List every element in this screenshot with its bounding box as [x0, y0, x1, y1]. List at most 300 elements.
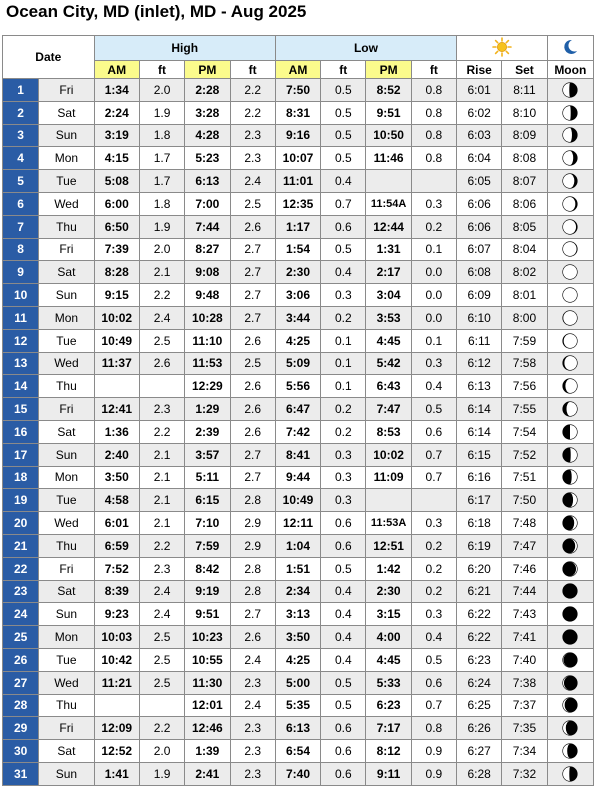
low-pm-height: 0.8: [411, 147, 456, 170]
high-pm-height: 2.2: [230, 101, 275, 124]
high-pm-ft-header: ft: [230, 61, 275, 79]
low-am-height: 0.6: [321, 512, 366, 535]
sunset-time: 8:05: [502, 215, 547, 238]
moon-phase: [547, 306, 593, 329]
high-am-height: 2.4: [139, 580, 184, 603]
low-pm-height: 0.1: [411, 238, 456, 261]
low-am-time: 7:50: [275, 79, 320, 102]
sunrise-time: 6:02: [457, 101, 502, 124]
high-pm-time: 6:15: [185, 489, 230, 512]
moon-header-icon-cell: [547, 36, 593, 61]
weekday: Sat: [39, 740, 94, 763]
low-pm-time: 2:17: [366, 261, 411, 284]
table-row: [3, 580, 594, 603]
weekday: Wed: [39, 192, 94, 215]
date-number: 30: [3, 740, 39, 763]
high-am-height: 2.1: [139, 489, 184, 512]
sunrise-time: 6:11: [457, 329, 502, 352]
low-am-time: 5:56: [275, 375, 320, 398]
low-am-height: 0.6: [321, 534, 366, 557]
high-pm-time: 7:59: [185, 534, 230, 557]
sunset-time: 7:40: [502, 648, 547, 671]
table-row: [3, 215, 594, 238]
sunrise-time: 6:28: [457, 762, 502, 785]
weekday: Fri: [39, 238, 94, 261]
moon-header: Moon: [547, 61, 593, 79]
low-am-time: 8:41: [275, 443, 320, 466]
high-pm-height: 2.4: [230, 170, 275, 193]
low-pm-height: 0.4: [411, 626, 456, 649]
date-number: 24: [3, 603, 39, 626]
table-row: [3, 147, 594, 170]
low-pm-time: 3:04: [366, 284, 411, 307]
table-row: [3, 489, 594, 512]
date-number: 26: [3, 648, 39, 671]
moon-phase-icon: [561, 263, 579, 281]
low-pm-height: 0.3: [411, 603, 456, 626]
low-pm-height: 0.7: [411, 466, 456, 489]
sunrise-time: 6:19: [457, 534, 502, 557]
date-number: 17: [3, 443, 39, 466]
moon-phase-icon: [561, 423, 579, 441]
sunrise-time: 6:22: [457, 626, 502, 649]
sunset-time: 7:51: [502, 466, 547, 489]
high-pm-height: 2.7: [230, 603, 275, 626]
sunset-time: 8:08: [502, 147, 547, 170]
low-pm-height: 0.2: [411, 557, 456, 580]
high-am-time: 11:37: [94, 352, 139, 375]
high-am-height: 1.9: [139, 101, 184, 124]
moon-phase: [547, 466, 593, 489]
weekday: Thu: [39, 375, 94, 398]
low-pm-time: 10:50: [366, 124, 411, 147]
high-am-height: [139, 375, 184, 398]
low-am-height: 0.3: [321, 443, 366, 466]
high-am-time: 1:41: [94, 762, 139, 785]
low-am-time: 3:06: [275, 284, 320, 307]
moon-phase-icon: [561, 560, 579, 578]
high-pm-height: 2.3: [230, 762, 275, 785]
weekday: Thu: [39, 534, 94, 557]
low-pm-ft-header: ft: [411, 61, 456, 79]
low-am-time: 9:44: [275, 466, 320, 489]
sunset-time: 7:35: [502, 717, 547, 740]
sunrise-time: 6:24: [457, 671, 502, 694]
high-am-time: 2:24: [94, 101, 139, 124]
high-pm-height: 2.6: [230, 420, 275, 443]
high-pm-time: 10:28: [185, 306, 230, 329]
high-pm-height: 2.7: [230, 238, 275, 261]
low-am-height: 0.4: [321, 603, 366, 626]
high-pm-header: PM: [185, 61, 230, 79]
weekday: Wed: [39, 352, 94, 375]
high-pm-height: 2.7: [230, 466, 275, 489]
low-pm-time: 11:54A: [366, 192, 411, 215]
date-number: 22: [3, 557, 39, 580]
weekday: Tue: [39, 329, 94, 352]
low-am-time: 7:42: [275, 420, 320, 443]
moon-phase: [547, 101, 593, 124]
high-pm-time: 1:29: [185, 398, 230, 421]
sunrise-time: 6:09: [457, 284, 502, 307]
moon-phase: [547, 420, 593, 443]
moon-phase-icon: [561, 172, 579, 190]
weekday: Sun: [39, 443, 94, 466]
moon-phase-icon: [561, 446, 579, 464]
low-am-time: 3:44: [275, 306, 320, 329]
low-pm-height: 0.7: [411, 443, 456, 466]
high-pm-height: 2.8: [230, 580, 275, 603]
date-number: 7: [3, 215, 39, 238]
moon-phase: [547, 762, 593, 785]
low-am-height: 0.5: [321, 147, 366, 170]
moon-phase-icon: [561, 354, 579, 372]
sun-icon: [491, 37, 513, 57]
moon-phase: [547, 124, 593, 147]
high-am-time: 6:59: [94, 534, 139, 557]
low-am-height: 0.5: [321, 79, 366, 102]
low-pm-time: 11:53A: [366, 512, 411, 535]
sunset-time: 7:37: [502, 694, 547, 717]
date-number: 4: [3, 147, 39, 170]
table-row: [3, 101, 594, 124]
weekday: Mon: [39, 466, 94, 489]
low-pm-time: 11:46: [366, 147, 411, 170]
low-am-height: 0.1: [321, 352, 366, 375]
sunrise-time: 6:27: [457, 740, 502, 763]
low-pm-time: 4:45: [366, 648, 411, 671]
low-pm-time: 6:43: [366, 375, 411, 398]
low-am-time: 5:35: [275, 694, 320, 717]
low-pm-time: 9:11: [366, 762, 411, 785]
low-pm-height: 0.2: [411, 534, 456, 557]
low-am-time: 1:17: [275, 215, 320, 238]
low-pm-height: 0.5: [411, 648, 456, 671]
high-pm-height: 2.8: [230, 489, 275, 512]
sunrise-time: 6:04: [457, 147, 502, 170]
high-pm-height: 2.6: [230, 398, 275, 421]
moon-phase: [547, 375, 593, 398]
date-number: 9: [3, 261, 39, 284]
table-row: [3, 740, 594, 763]
high-pm-height: 2.7: [230, 306, 275, 329]
weekday: Mon: [39, 147, 94, 170]
low-am-height: 0.4: [321, 580, 366, 603]
date-number: 27: [3, 671, 39, 694]
date-number: 10: [3, 284, 39, 307]
table-row: [3, 261, 594, 284]
high-am-height: 2.3: [139, 557, 184, 580]
high-am-time: 1:36: [94, 420, 139, 443]
high-pm-time: 9:19: [185, 580, 230, 603]
high-pm-height: 2.9: [230, 534, 275, 557]
table-row: [3, 603, 594, 626]
low-am-time: 2:34: [275, 580, 320, 603]
sunset-time: 7:58: [502, 352, 547, 375]
high-am-time: 1:34: [94, 79, 139, 102]
low-am-height: 0.6: [321, 717, 366, 740]
low-am-height: 0.3: [321, 489, 366, 512]
moon-phase-icon: [561, 126, 579, 144]
low-pm-time: 7:17: [366, 717, 411, 740]
high-pm-time: 2:41: [185, 762, 230, 785]
low-pm-time: 1:42: [366, 557, 411, 580]
low-am-time: 6:47: [275, 398, 320, 421]
table-row: [3, 534, 594, 557]
sunset-time: 7:52: [502, 443, 547, 466]
high-pm-time: 10:55: [185, 648, 230, 671]
low-pm-time: 12:44: [366, 215, 411, 238]
moon-phase: [547, 603, 593, 626]
moon-phase: [547, 489, 593, 512]
moon-phase-icon: [561, 149, 579, 167]
moon-phase-icon: [561, 240, 579, 258]
table-row: [3, 192, 594, 215]
low-am-height: 0.3: [321, 284, 366, 307]
sunrise-time: 6:10: [457, 306, 502, 329]
low-am-time: 5:00: [275, 671, 320, 694]
date-number: 21: [3, 534, 39, 557]
sunset-time: 7:47: [502, 534, 547, 557]
low-pm-height: 0.4: [411, 375, 456, 398]
high-am-time: 9:15: [94, 284, 139, 307]
low-am-time: 4:25: [275, 329, 320, 352]
sunrise-header: Rise: [457, 61, 502, 79]
high-am-height: 2.1: [139, 466, 184, 489]
high-am-time: [94, 694, 139, 717]
date-number: 14: [3, 375, 39, 398]
high-am-time: 6:01: [94, 512, 139, 535]
moon-phase: [547, 648, 593, 671]
low-pm-height: [411, 170, 456, 193]
sunrise-time: 6:12: [457, 352, 502, 375]
weekday: Tue: [39, 170, 94, 193]
moon-phase: [547, 79, 593, 102]
low-am-height: 0.2: [321, 398, 366, 421]
weekday: Tue: [39, 648, 94, 671]
high-pm-height: 2.3: [230, 717, 275, 740]
high-pm-time: 7:00: [185, 192, 230, 215]
high-am-height: 1.8: [139, 192, 184, 215]
moon-phase-icon: [561, 696, 579, 714]
high-pm-height: 2.7: [230, 443, 275, 466]
low-pm-height: 0.2: [411, 215, 456, 238]
moon-phase-icon: [561, 651, 579, 669]
high-pm-height: 2.3: [230, 740, 275, 763]
sunset-time: 7:56: [502, 375, 547, 398]
high-am-height: 2.4: [139, 306, 184, 329]
low-am-time: 4:25: [275, 648, 320, 671]
low-pm-time: 4:00: [366, 626, 411, 649]
weekday: Mon: [39, 626, 94, 649]
weekday: Fri: [39, 398, 94, 421]
date-header: Date: [3, 36, 95, 79]
low-pm-time: 5:33: [366, 671, 411, 694]
date-number: 6: [3, 192, 39, 215]
high-am-height: 2.1: [139, 443, 184, 466]
weekday: Tue: [39, 489, 94, 512]
date-number: 28: [3, 694, 39, 717]
low-am-height: 0.5: [321, 238, 366, 261]
high-pm-height: 2.7: [230, 284, 275, 307]
high-am-time: 3:19: [94, 124, 139, 147]
low-am-height: 0.2: [321, 420, 366, 443]
low-am-height: 0.5: [321, 694, 366, 717]
moon-phase-icon: [561, 765, 579, 783]
moon-phase: [547, 398, 593, 421]
sunrise-time: 6:08: [457, 261, 502, 284]
high-am-height: 2.2: [139, 284, 184, 307]
moon-phase-icon: [561, 81, 579, 99]
table-row: [3, 694, 594, 717]
moon-phase: [547, 170, 593, 193]
high-am-time: 10:02: [94, 306, 139, 329]
low-pm-time: [366, 170, 411, 193]
high-am-height: 1.7: [139, 147, 184, 170]
high-am-time: 12:52: [94, 740, 139, 763]
high-am-time: 6:00: [94, 192, 139, 215]
low-am-height: 0.5: [321, 557, 366, 580]
high-am-height: 1.9: [139, 762, 184, 785]
high-am-height: 2.5: [139, 671, 184, 694]
high-pm-time: 2:28: [185, 79, 230, 102]
sunset-time: 8:11: [502, 79, 547, 102]
moon-phase-icon: [561, 719, 579, 737]
low-pm-height: 0.3: [411, 192, 456, 215]
sun-header: [457, 36, 548, 61]
moon-phase-icon: [561, 674, 579, 692]
high-pm-time: 9:08: [185, 261, 230, 284]
tide-table-body: [3, 79, 594, 786]
table-row: [3, 124, 594, 147]
sunset-time: 7:34: [502, 740, 547, 763]
moon-phase: [547, 192, 593, 215]
low-am-time: 11:01: [275, 170, 320, 193]
high-am-height: 2.5: [139, 329, 184, 352]
table-row: [3, 238, 594, 261]
moon-phase: [547, 238, 593, 261]
moon-phase: [547, 740, 593, 763]
high-pm-height: 2.3: [230, 147, 275, 170]
low-pm-time: 8:53: [366, 420, 411, 443]
moon-phase-icon: [561, 628, 579, 646]
low-am-height: 0.2: [321, 306, 366, 329]
low-am-time: 9:16: [275, 124, 320, 147]
weekday: Sat: [39, 580, 94, 603]
sunrise-time: 6:01: [457, 79, 502, 102]
sunset-time: 7:55: [502, 398, 547, 421]
low-am-height: 0.4: [321, 261, 366, 284]
low-am-height: 0.5: [321, 671, 366, 694]
low-pm-height: 0.6: [411, 671, 456, 694]
date-number: 5: [3, 170, 39, 193]
low-pm-height: 0.8: [411, 124, 456, 147]
date-number: 25: [3, 626, 39, 649]
date-number: 1: [3, 79, 39, 102]
low-am-time: 3:50: [275, 626, 320, 649]
high-pm-time: 12:46: [185, 717, 230, 740]
high-am-time: 10:49: [94, 329, 139, 352]
low-am-height: 0.4: [321, 626, 366, 649]
high-am-time: 2:40: [94, 443, 139, 466]
low-am-height: 0.6: [321, 740, 366, 763]
low-am-time: 6:13: [275, 717, 320, 740]
high-am-height: 2.0: [139, 238, 184, 261]
moon-phase: [547, 580, 593, 603]
high-pm-height: 2.9: [230, 512, 275, 535]
sunrise-time: 6:18: [457, 512, 502, 535]
high-am-time: 12:41: [94, 398, 139, 421]
page-title: Ocean City, MD (inlet), MD - Aug 2025: [6, 2, 307, 21]
low-pm-height: [411, 489, 456, 512]
high-pm-height: 2.5: [230, 192, 275, 215]
low-pm-height: 0.8: [411, 717, 456, 740]
moon-phase-icon: [561, 582, 579, 600]
tide-table: [2, 35, 594, 786]
date-number: 3: [3, 124, 39, 147]
crescent-moon-icon: [561, 38, 579, 56]
date-number: 16: [3, 420, 39, 443]
high-am-height: 2.2: [139, 534, 184, 557]
high-pm-time: 9:51: [185, 603, 230, 626]
sunrise-time: 6:06: [457, 192, 502, 215]
high-am-time: [94, 375, 139, 398]
table-row: [3, 352, 594, 375]
low-pm-time: 8:12: [366, 740, 411, 763]
low-pm-time: 8:52: [366, 79, 411, 102]
high-am-height: 2.0: [139, 79, 184, 102]
high-am-time: 7:39: [94, 238, 139, 261]
high-am-time: 5:08: [94, 170, 139, 193]
table-row: [3, 420, 594, 443]
table-row: [3, 329, 594, 352]
high-am-time: 8:39: [94, 580, 139, 603]
moon-phase-icon: [561, 514, 579, 532]
sunrise-time: 6:16: [457, 466, 502, 489]
date-number: 11: [3, 306, 39, 329]
moon-phase: [547, 717, 593, 740]
high-pm-time: 11:53: [185, 352, 230, 375]
high-header: High: [94, 36, 275, 61]
sunrise-time: 6:06: [457, 215, 502, 238]
table-row: [3, 648, 594, 671]
high-am-time: 4:15: [94, 147, 139, 170]
moon-phase-icon: [561, 400, 579, 418]
high-am-height: 2.3: [139, 398, 184, 421]
high-am-ft-header: ft: [139, 61, 184, 79]
moon-phase: [547, 512, 593, 535]
sunset-time: 7:41: [502, 626, 547, 649]
moon-phase: [547, 215, 593, 238]
moon-phase-icon: [561, 605, 579, 623]
low-pm-time: [366, 489, 411, 512]
high-am-height: 1.7: [139, 170, 184, 193]
table-row: [3, 762, 594, 785]
low-pm-time: 11:09: [366, 466, 411, 489]
high-pm-height: 2.6: [230, 375, 275, 398]
low-pm-height: 0.5: [411, 398, 456, 421]
sunset-time: 7:32: [502, 762, 547, 785]
high-am-time: 10:03: [94, 626, 139, 649]
moon-phase-icon: [561, 195, 579, 213]
low-am-time: 12:35: [275, 192, 320, 215]
table-row: [3, 306, 594, 329]
sunset-time: 7:50: [502, 489, 547, 512]
weekday: Sat: [39, 420, 94, 443]
low-am-height: 0.5: [321, 101, 366, 124]
sunrise-time: 6:05: [457, 170, 502, 193]
moon-phase: [547, 626, 593, 649]
